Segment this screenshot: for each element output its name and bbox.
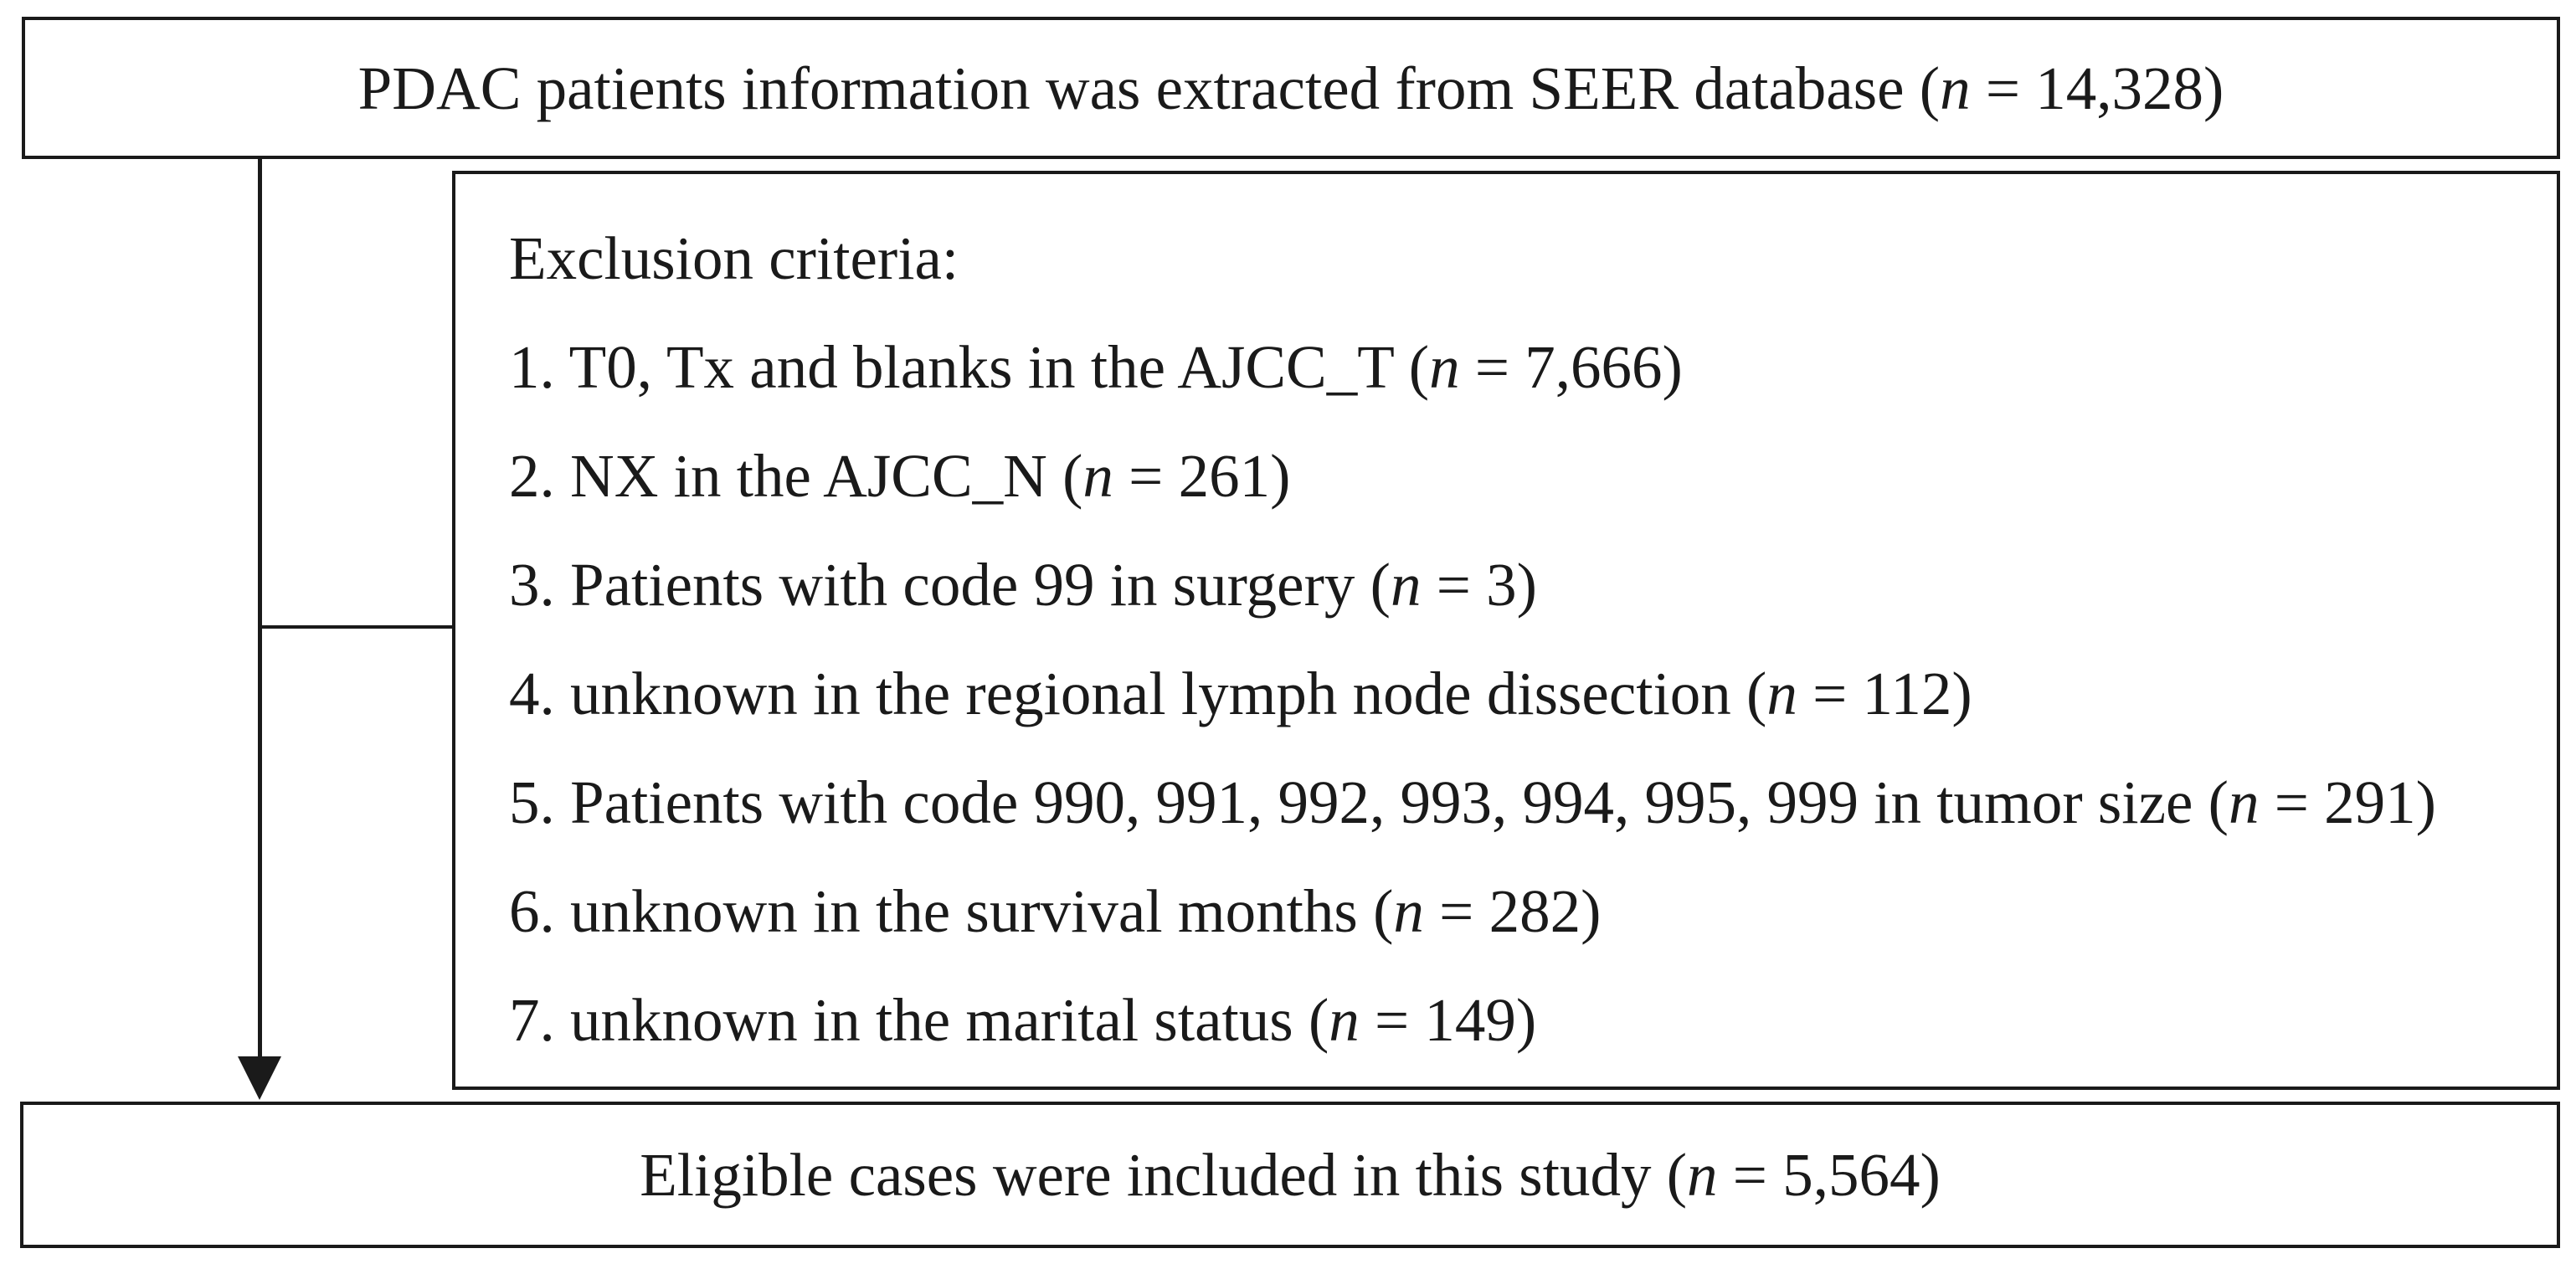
flow-connector-vertical — [258, 159, 262, 1060]
exclusion-item-6: 6. unknown in the survival months (n = 282) — [509, 877, 1602, 945]
exclusion-item-1: 1. T0, Tx and blanks in the AJCC_T (n = 7,666) — [509, 333, 1683, 401]
eligible-cases-text: Eligible cases were included in this study (n = 5,564) — [640, 1141, 1941, 1209]
source-population-box — [22, 17, 2560, 159]
exclusion-item-2: 2. NX in the AJCC_N (n = 261) — [509, 442, 1291, 510]
exclusion-branch-connector — [260, 625, 452, 629]
n-symbol: n — [1687, 1141, 1718, 1209]
exclusion-item-4: 4. unknown in the regional lymph node dissection (n = 112) — [509, 660, 1972, 727]
eligible-cases-box — [20, 1102, 2560, 1248]
source-population-text: PDAC patients information was extracted from SEER database (n = 14,328) — [357, 54, 2224, 122]
n-symbol: n — [1940, 54, 1971, 122]
exclusion-criteria-box — [452, 171, 2560, 1090]
exclusion-item-7: 7. unknown in the marital status (n = 149) — [509, 986, 1537, 1054]
exclusion-item-5: 5. Patients with code 990, 991, 992, 993, 994, 995, 999 in tumor size (n = 291) — [509, 768, 2436, 836]
arrow-head-icon — [238, 1056, 281, 1100]
exclusion-item-3: 3. Patients with code 99 in surgery (n = 3) — [509, 551, 1537, 619]
exclusion-heading: Exclusion criteria: — [509, 224, 959, 292]
